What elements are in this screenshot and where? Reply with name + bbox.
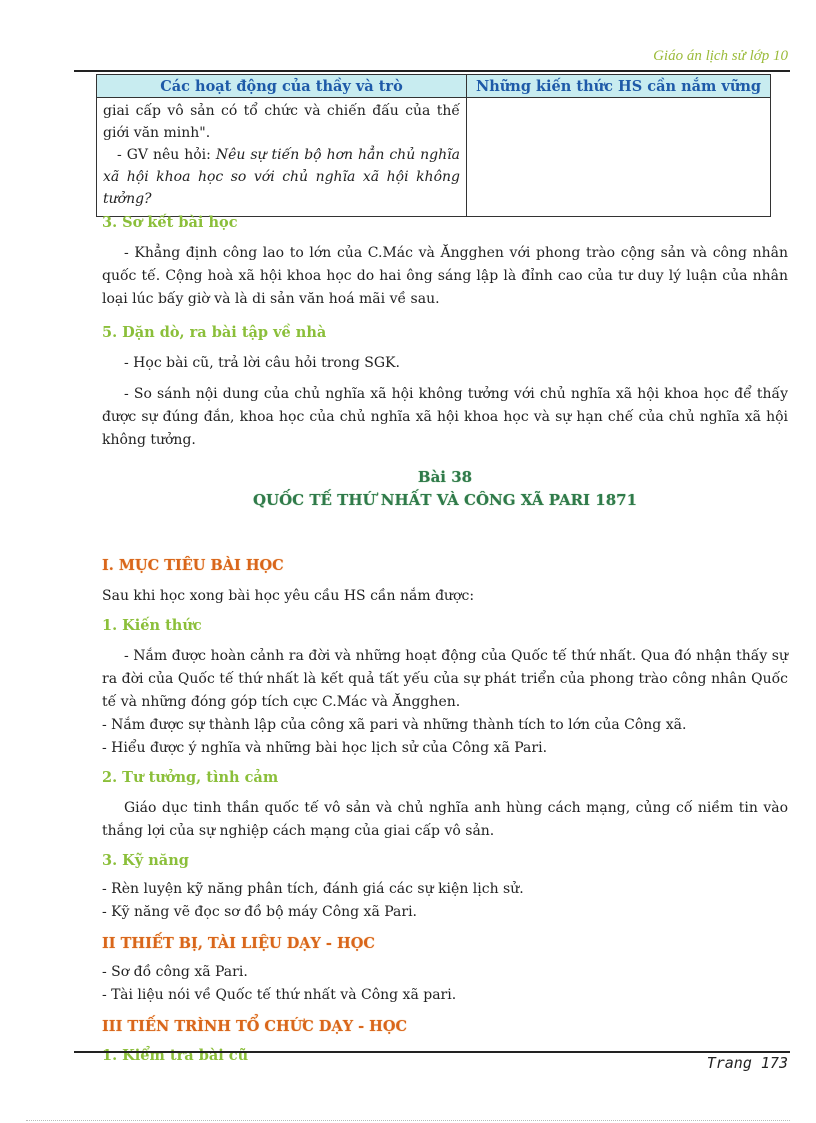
skills-line: - Rèn luyện kỹ năng phân tích, đánh giá các sự kiện lịch sử.: [102, 881, 524, 897]
lesson-activity-table: [96, 74, 771, 217]
attitude-paragraph: Giáo dục tinh thần quốc tế vô sản và chủ nghĩa anh hùng cách mạng, củng cố niềm tin vào thắng lợi của sự nghiệp cách mạng của giai cấp vô sản.: [102, 800, 788, 839]
lesson-number: Bài 38: [417, 468, 473, 486]
homework-line: - So sánh nội dung của chủ nghĩa xã hội không tưởng với chủ nghĩa xã hội khoa học để thấy được sự đúng đắn, khoa học của chủ nghĩa xã hội khoa học và sự hạn chế của chủ nghĩa xã hội không tưởng.: [102, 386, 788, 448]
table-cell-activities: [97, 98, 467, 217]
section-heading-procedure: III TIẾN TRÌNH TỔ CHỨC DẠY - HỌC: [102, 1018, 408, 1035]
table-cell-text: giai cấp vô sản có tổ chức và chiến đấu của thế giới văn minh".: [103, 103, 460, 141]
question-prefix: - GV nêu hỏi:: [117, 147, 216, 163]
knowledge-line: - Nắm được hoàn cảnh ra đời và những hoạt động của Quốc tế thứ nhất. Qua đó nhận thấy sự ra đời của Quốc tế thứ nhất là kết quả tất yếu của sự phát triển của phong trào công nhân Quốc tế và những đóng góp tích cực C.Mác và Ăngghen.: [102, 648, 788, 710]
question-text: Nêu sự tiến bộ hơn hẳn chủ nghĩa xã hội khoa học so với chủ nghĩa xã hội không tưởng?: [103, 147, 460, 207]
section-heading-objectives: I. MỤC TIÊU BÀI HỌC: [102, 557, 284, 574]
lesson-title: QUỐC TẾ THỨ NHẤT VÀ CÔNG XÃ PARI 1871: [252, 491, 638, 509]
table-row: [97, 98, 771, 217]
table-header-row: [97, 75, 771, 98]
subheading-skills: 3. Kỹ năng: [102, 852, 189, 869]
table-col2-header: Những kiến thức HS cần nắm vững: [467, 75, 771, 98]
subheading-attitude: 2. Tư tưởng, tình cảm: [102, 769, 279, 786]
footer-rule: [74, 1051, 790, 1053]
subheading-review: 1. Kiểm tra bài cũ: [102, 1047, 249, 1064]
knowledge-line: - Hiểu được ý nghĩa và những bài học lịch sử của Công xã Pari.: [102, 740, 548, 756]
knowledge-line: - Nắm được sự thành lập của công xã pari và những thành tích to lớn của Công xã.: [102, 717, 687, 733]
summary-paragraph: - Khẳng định công lao to lớn của C.Mác và Ăngghen với phong trào cộng sản và công nhân quốc tế. Cộng hoà xã hội khoa học do hai ông sáng lập là đỉnh cao của tư duy lý luận của nhân loại lúc bấy giờ và là di sản văn hoá mãi về sau.: [102, 245, 788, 307]
table-cell-knowledge: [467, 98, 771, 217]
objectives-intro: Sau khi học xong bài học yêu cầu HS cần nắm được:: [102, 588, 475, 604]
table-col1-header: Các hoạt động của thầy và trò: [97, 75, 467, 98]
header-rule: [74, 70, 790, 72]
homework-line: - Học bài cũ, trả lời câu hỏi trong SGK.: [124, 355, 400, 371]
section-heading-summary: 3. Sơ kết bài học: [102, 214, 238, 231]
equipment-line: - Sơ đồ công xã Pari.: [102, 964, 248, 980]
subheading-knowledge: 1. Kiến thức: [102, 617, 202, 634]
section-heading-equipment: II THIẾT BỊ, TÀI LIỆU DẠY - HỌC: [102, 935, 375, 952]
equipment-line: - Tài liệu nói về Quốc tế thứ nhất và Công xã pari.: [102, 987, 457, 1003]
document-header-title: Giáo án lịch sử lớp 10: [653, 48, 788, 64]
page-edge-dots: [26, 1120, 790, 1121]
document-body: [102, 205, 788, 1067]
skills-line: - Kỹ năng vẽ đọc sơ đồ bộ máy Công xã Pari.: [102, 904, 417, 920]
table-cell-question: [103, 144, 460, 210]
page-number: Trang 173: [706, 1054, 788, 1072]
section-heading-homework: 5. Dặn dò, ra bài tập về nhà: [102, 324, 327, 341]
